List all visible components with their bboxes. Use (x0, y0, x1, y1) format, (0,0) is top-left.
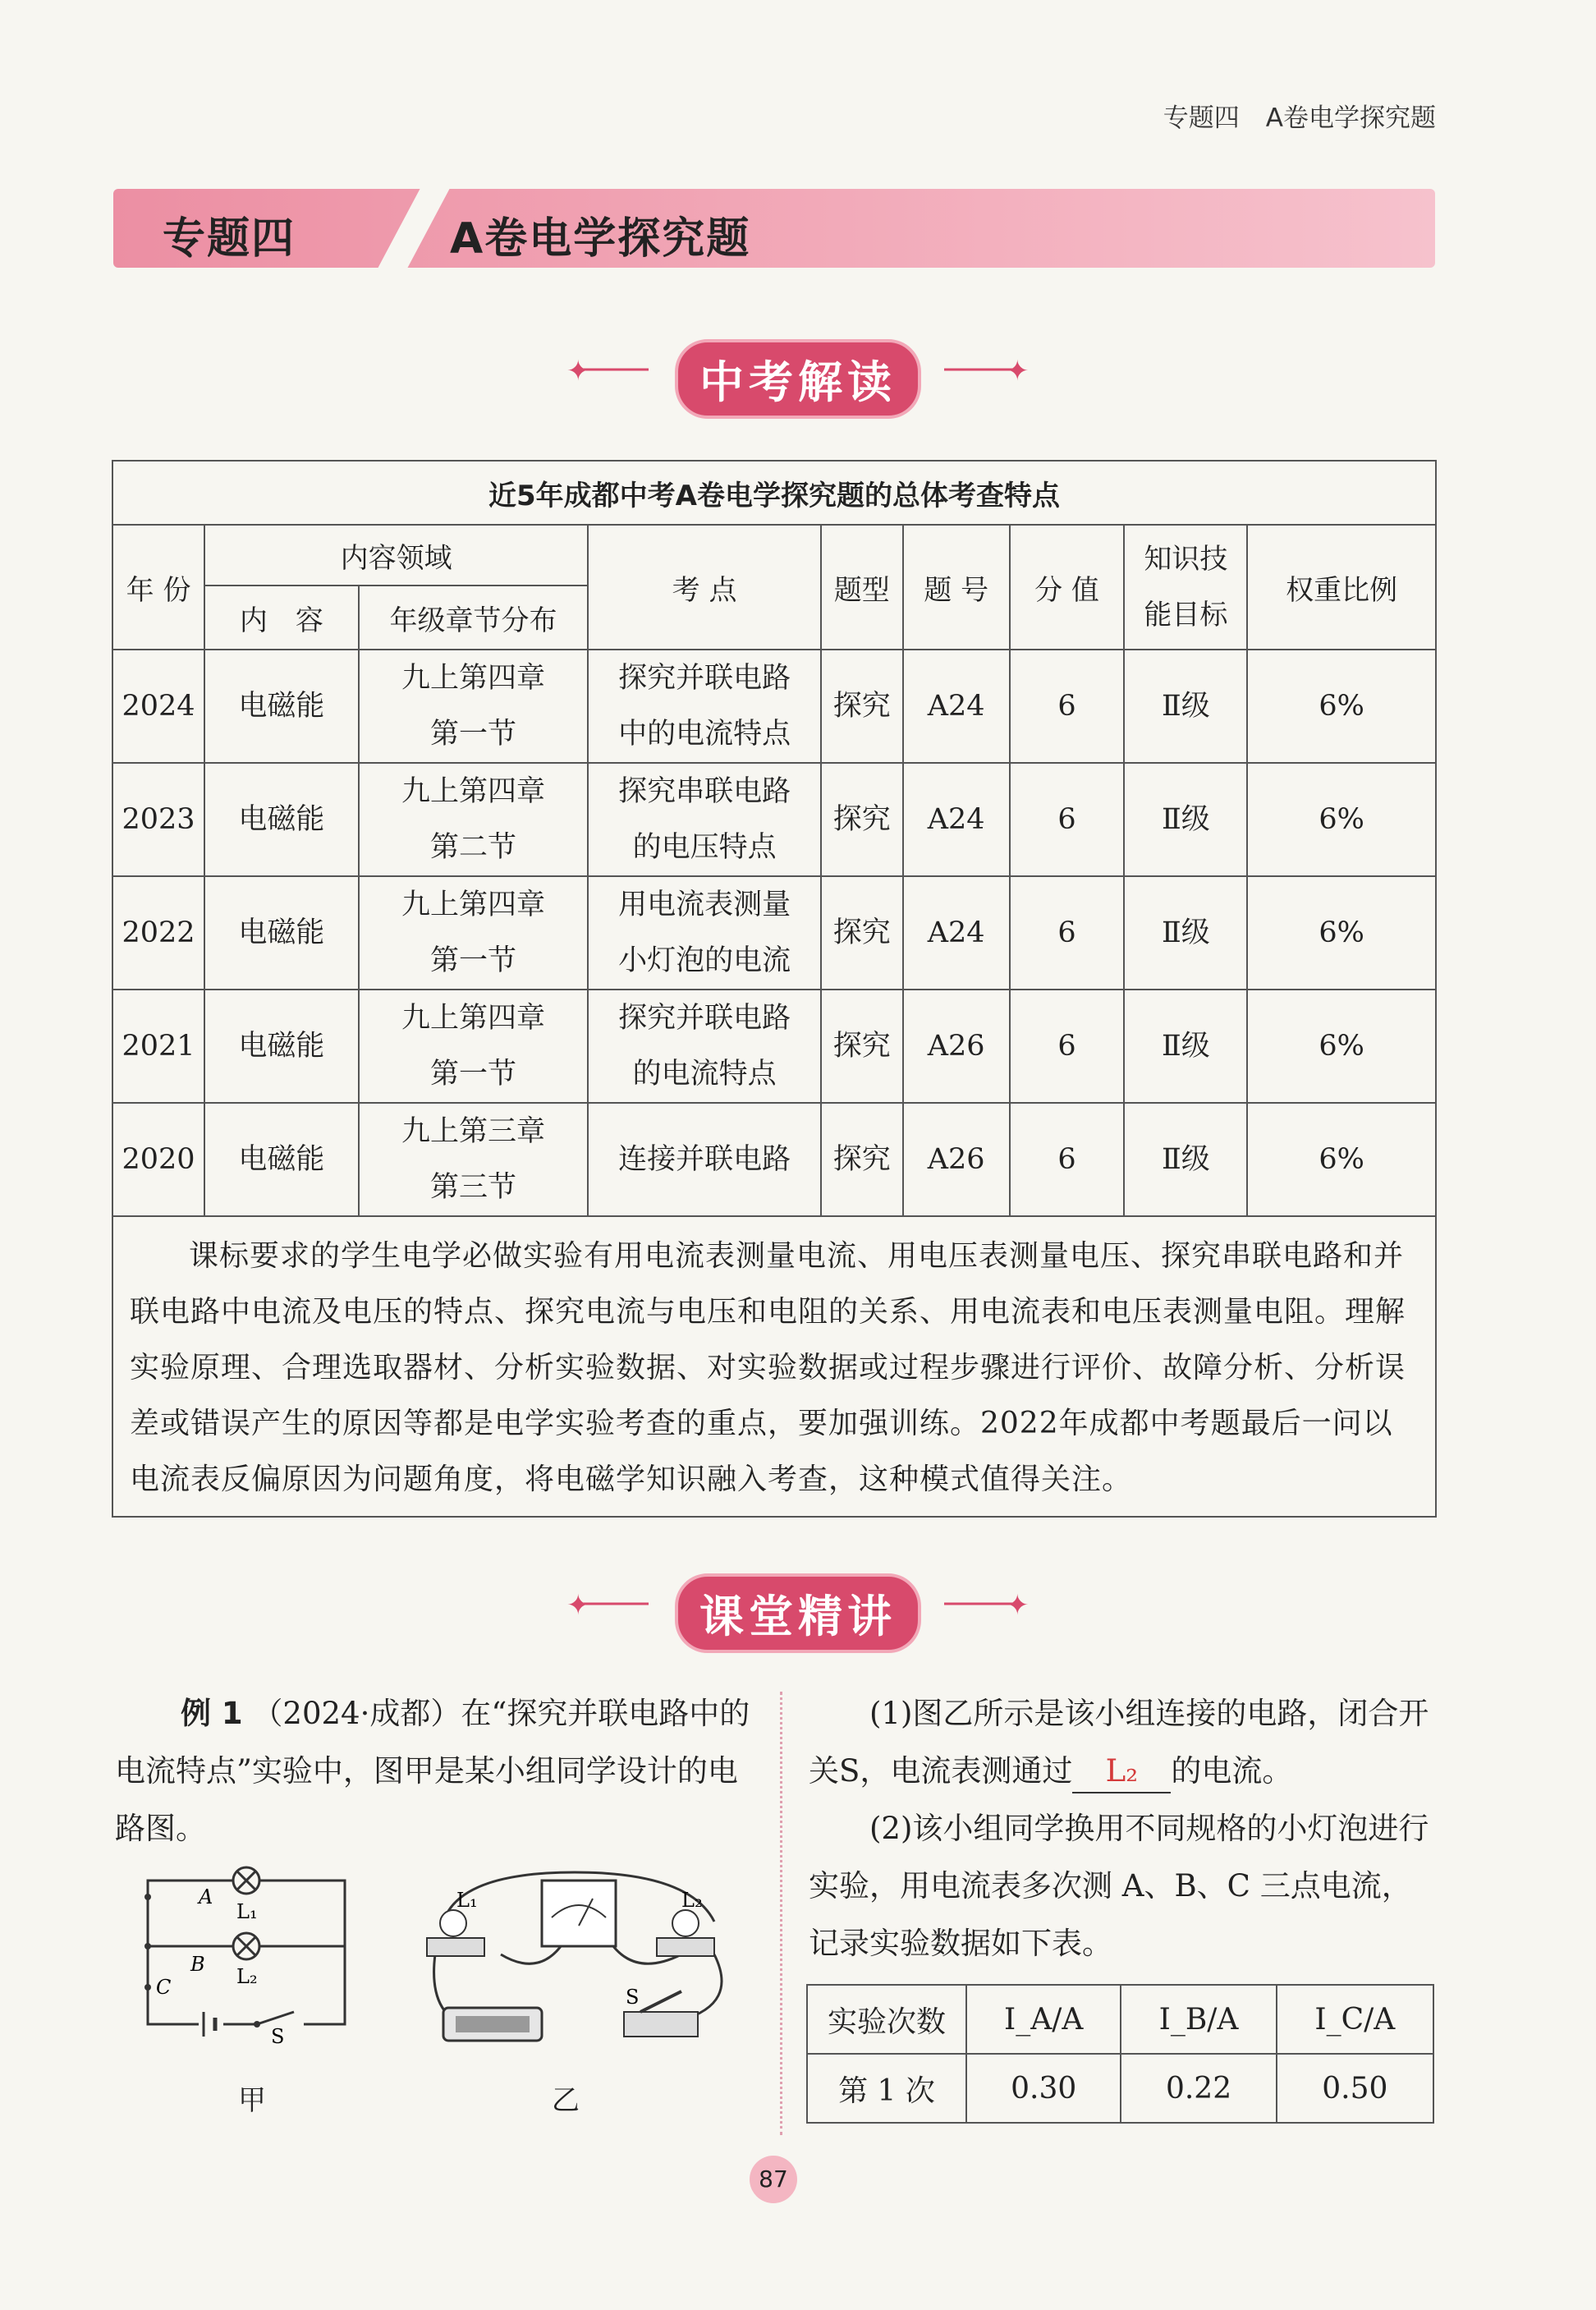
header-topic: 专题四 (1163, 103, 1240, 133)
cell-chapter (359, 876, 589, 990)
cell-weight: 6% (1247, 650, 1436, 763)
cell-ia: 0.30 (966, 2054, 1121, 2123)
cell-type: 探究 (821, 650, 903, 763)
cell-weight: 6% (1247, 876, 1436, 990)
cell-num: A24 (903, 763, 1010, 876)
chapter-line: 第一节 (430, 1058, 517, 1091)
header-weight: 权重比例 (1247, 525, 1436, 650)
header-area: 内容领域 (204, 525, 588, 586)
point-b-label: B (190, 1953, 205, 1976)
chapter-line: 第二节 (430, 831, 517, 864)
cell-chapter (359, 650, 589, 763)
chapter-line: 第一节 (430, 718, 517, 751)
header-ia: I_A/A (966, 1985, 1121, 2054)
svg-text:✦: ✦ (1006, 355, 1030, 388)
table-row (807, 2054, 1433, 2123)
cell-weight: 6% (1247, 990, 1436, 1103)
cell-type: 探究 (821, 876, 903, 990)
table-row (112, 650, 1436, 763)
bulb-l2-label: L₂ (681, 1889, 703, 1912)
point-line: 小灯泡的电流 (618, 944, 791, 977)
cell-point (588, 650, 821, 763)
question-1-tail: 的电流。 (1171, 1753, 1293, 1789)
table-note: 课标要求的学生电学必做实验有用电流表测量电流、用电压表测量电压、探究串联电路和并联电路中电流及电压的特点、探究电流与电压和电阻的关系、用电流表和电压表测量电阻。理解实验原理、合理选取器材、分析实验数据、对实验数据或过程步骤进行评价、故障分析、分析误差或错误产生的原因等都是电学实验考查的重点，要加强训练。2022年成都中考题最后一问以电流表反偏原因为问题角度，将电磁学知识融入考查，这种模式值得关注。 (112, 1216, 1436, 1517)
cell-year: 2023 (112, 763, 204, 876)
cell-content: 电磁能 (204, 1103, 359, 1216)
cell-num: A26 (903, 1103, 1010, 1216)
lamp-l1-label: L₁ (236, 1900, 258, 1923)
cell-goal: Ⅱ级 (1124, 876, 1247, 990)
chapter-title: A卷电学探究题 (450, 214, 751, 264)
cell-score: 6 (1010, 876, 1125, 990)
cell-content: 电磁能 (204, 990, 359, 1103)
header-goal-line2: 能目标 (1144, 599, 1228, 631)
cell-point (588, 990, 821, 1103)
svg-text:✦: ✦ (566, 1589, 590, 1622)
header-chapter: 年级章节分布 (359, 586, 589, 650)
cell-num: A24 (903, 876, 1010, 990)
section-banner-exam-analysis (0, 333, 1596, 406)
chapter-number: 专题四 (163, 214, 296, 264)
cell-year: 2021 (112, 990, 204, 1103)
banner-title: 中考解读 (675, 339, 921, 419)
header-goal (1124, 525, 1247, 650)
table-row (112, 763, 1436, 876)
ammeter-icon (542, 1881, 616, 1946)
cell-year: 2020 (112, 1103, 204, 1216)
cell-ic: 0.50 (1277, 2054, 1433, 2123)
cell-num: A24 (903, 650, 1010, 763)
circuit-diagram (140, 1864, 361, 2045)
cell-score: 6 (1010, 1103, 1125, 1216)
lamp-l2-label: L₂ (236, 1965, 258, 1988)
header-trial: 实验次数 (807, 1985, 966, 2054)
chapter-line: 九上第四章 (401, 889, 546, 921)
cell-point (588, 876, 821, 990)
example-text: （2024·成都）在“探究并联电路中的电流特点”实验中，图甲是某小组同学设计的电路图。 (115, 1696, 750, 1846)
table-row (112, 990, 1436, 1103)
example-questions (809, 1685, 1441, 1972)
question-1-text: (1)图乙所示是该小组连接的电路，闭合开关S，电流表测通过 (809, 1696, 1429, 1789)
cell-content: 电磁能 (204, 763, 359, 876)
cell-weight: 6% (1247, 763, 1436, 876)
figure-a-label: 甲 (238, 2084, 266, 2117)
answer-blank: L₂ (1072, 1751, 1171, 1793)
switch-label: S (271, 2025, 285, 2045)
physical-circuit (410, 1856, 739, 2061)
chapter-line: 第三节 (430, 1171, 517, 1204)
chapter-line: 九上第四章 (401, 662, 546, 695)
cell-ib: 0.22 (1121, 2054, 1276, 2123)
header-num: 题 号 (903, 525, 1010, 650)
cell-type: 探究 (821, 990, 903, 1103)
cell-goal: Ⅱ级 (1124, 650, 1247, 763)
cell-goal: Ⅱ级 (1124, 763, 1247, 876)
header-point: 考 点 (588, 525, 821, 650)
cell-chapter (359, 990, 589, 1103)
point-line: 探究并联电路 (618, 1002, 791, 1035)
figure-b-label: 乙 (552, 2084, 580, 2117)
point-line: 中的电流特点 (618, 718, 791, 751)
cell-num: A26 (903, 990, 1010, 1103)
chapter-line: 九上第四章 (401, 1002, 546, 1035)
lamp-base-l1 (427, 1938, 484, 1956)
point-line: 的电流特点 (632, 1058, 777, 1091)
cell-content: 电磁能 (204, 876, 359, 990)
chapter-title-bar (113, 189, 1435, 268)
example-label: 例 1 (181, 1696, 243, 1731)
question-2: (2)该小组同学换用不同规格的小灯泡进行实验，用电流表多次测 A、B、C 三点电流，记录实验数据如下表。 (809, 1811, 1429, 1961)
header-ic: I_C/A (1277, 1985, 1433, 2054)
cell-year: 2022 (112, 876, 204, 990)
cell-chapter (359, 1103, 589, 1216)
header-subtitle: A卷电学探究题 (1265, 103, 1436, 133)
point-line: 探究串联电路 (618, 775, 791, 808)
switch-s-label: S (626, 1986, 640, 2009)
banner-title: 课堂精讲 (675, 1573, 921, 1653)
bulb-l1-label: L₁ (456, 1889, 478, 1912)
cell-trial: 第 1 次 (807, 2054, 966, 2123)
title-divider (375, 184, 452, 273)
cell-type: 探究 (821, 1103, 903, 1216)
cell-content: 电磁能 (204, 650, 359, 763)
column-divider (780, 1692, 782, 2135)
cell-point (588, 763, 821, 876)
switch-base-icon (624, 2012, 698, 2037)
cell-goal: Ⅱ级 (1124, 990, 1247, 1103)
header-goal-line1: 知识技 (1144, 543, 1228, 576)
bulb-l2-icon (672, 1910, 699, 1936)
point-line: 探究并联电路 (618, 662, 791, 695)
svg-text:✦: ✦ (1006, 1589, 1030, 1622)
header-content: 内 容 (204, 586, 359, 650)
bulb-l1-icon (440, 1910, 466, 1936)
header-type: 题型 (821, 525, 903, 650)
running-header (1163, 97, 1436, 134)
point-a-label: A (199, 1885, 213, 1908)
chapter-line: 九上第三章 (401, 1115, 546, 1148)
table-row (112, 876, 1436, 990)
cell-goal: Ⅱ级 (1124, 1103, 1247, 1216)
data-table (806, 1984, 1434, 2124)
cell-type: 探究 (821, 763, 903, 876)
table-caption: 近5年成都中考A卷电学探究题的总体考查特点 (112, 461, 1436, 525)
point-c-label: C (156, 1976, 172, 1999)
point-line: 的电压特点 (632, 831, 777, 864)
svg-text:✦: ✦ (566, 355, 590, 388)
lamp-base-l2 (657, 1938, 714, 1956)
question-1 (809, 1685, 1441, 1800)
cell-score: 6 (1010, 763, 1125, 876)
cell-point: 连接并联电路 (588, 1103, 821, 1216)
header-ib: I_B/A (1121, 1985, 1276, 2054)
summary-table (112, 460, 1437, 1518)
cell-year: 2024 (112, 650, 204, 763)
page-number: 87 (750, 2156, 797, 2203)
table-row (112, 1103, 1436, 1216)
header-score: 分 值 (1010, 525, 1125, 650)
cell-score: 6 (1010, 650, 1125, 763)
example-intro (115, 1685, 755, 1858)
cell-score: 6 (1010, 990, 1125, 1103)
chapter-line: 九上第四章 (401, 775, 546, 808)
chapter-line: 第一节 (430, 944, 517, 977)
header-year: 年 份 (112, 525, 204, 650)
cell-weight: 6% (1247, 1103, 1436, 1216)
cell-chapter (359, 763, 589, 876)
section-banner-lecture (0, 1567, 1596, 1641)
point-line: 用电流表测量 (618, 889, 791, 921)
